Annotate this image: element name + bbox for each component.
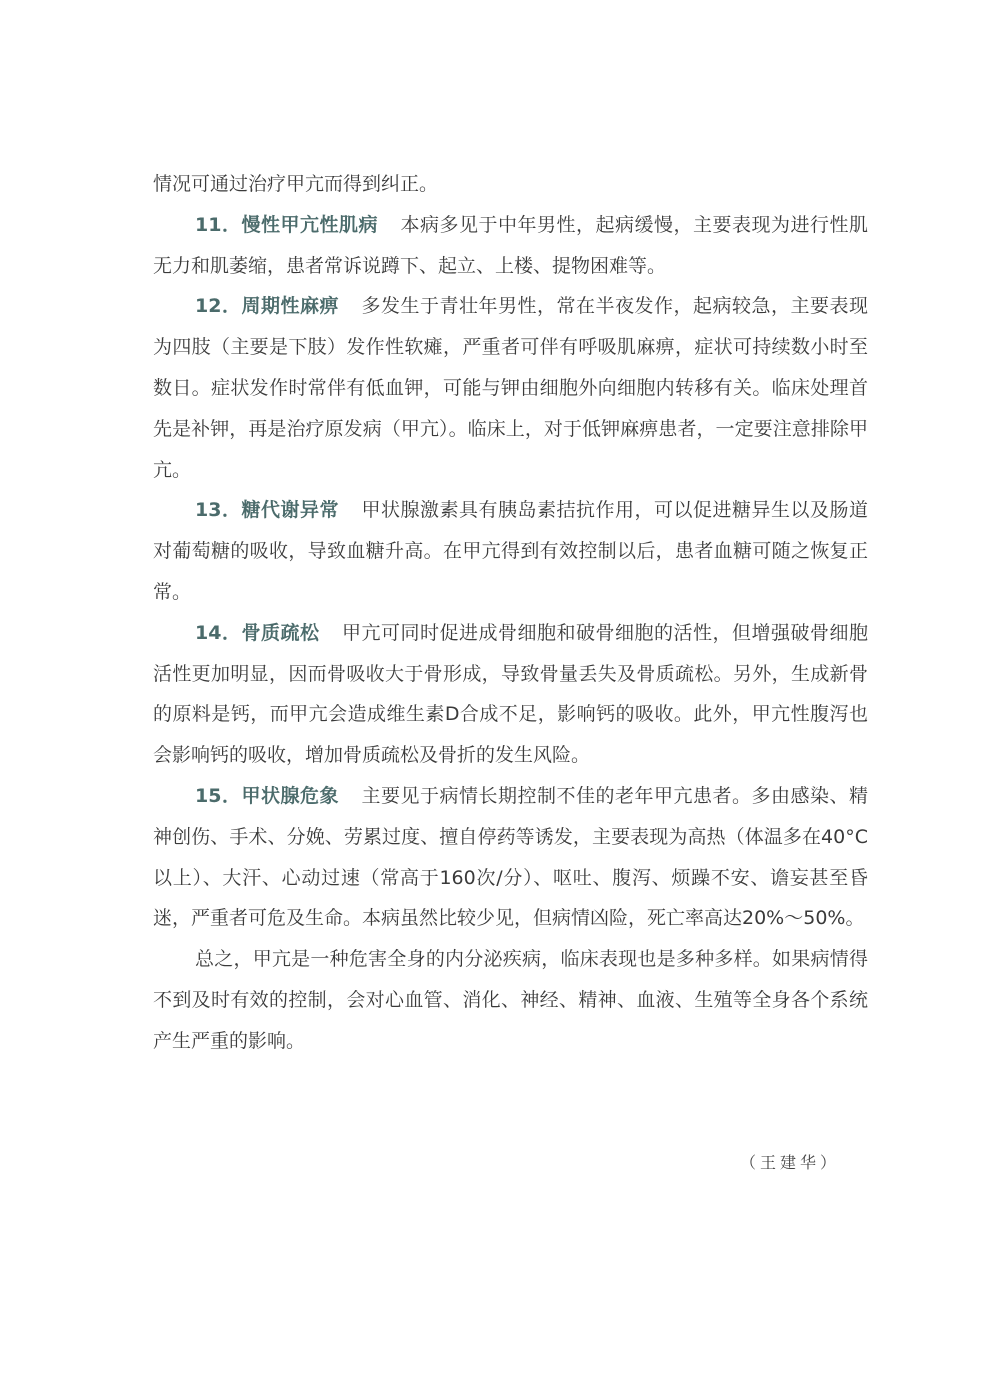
paragraph-periodic-paralysis [153, 286, 868, 490]
section-heading: 15．甲状腺危象 [195, 784, 339, 807]
paragraph-text: 情况可通过治疗甲亢而得到纠正。 [153, 173, 439, 195]
paragraph-continuation [153, 164, 868, 205]
paragraph-summary [153, 939, 868, 1061]
paragraph-text: 甲状腺激素具有胰岛素拮抗作用，可以促进糖异生以及肠道对葡萄糖的吸收，导致血糖升高。在甲亢得到有效控制以后，患者血糖可随之恢复正常。 [153, 499, 868, 603]
paragraph-text: 本病多见于中年男性，起病缓慢，主要表现为进行性肌无力和肌萎缩，患者常诉说蹲下、起立、上楼、提物困难等。 [153, 213, 868, 277]
section-heading: 11．慢性甲亢性肌病 [195, 213, 378, 236]
section-heading: 14．骨质疏松 [195, 621, 320, 644]
paragraph-text: 主要见于病情长期控制不佳的老年甲亢患者。多由感染、精神创伤、手术、分娩、劳累过度、擅自停药等诱发，主要表现为高热（体温多在40°C以上）、大汗、心动过速（常高于160次/分）、呕吐、腹泻、烦躁不安、谵妄甚至昏迷，严重者可危及生命。本病虽然比较少见，但病情凶险，死亡率高达20%～50%。 [153, 784, 868, 930]
paragraph-text: 总之，甲亢是一种危害全身的内分泌疾病，临床表现也是多种多样。如果病情得不到及时有效的控制，会对心血管、消化、神经、精神、血液、生殖等全身各个系统产生严重的影响。 [153, 948, 868, 1052]
paragraph-osteoporosis [153, 613, 868, 776]
section-heading: 12．周期性麻痹 [195, 295, 339, 318]
paragraph-text: 甲亢可同时促进成骨细胞和破骨细胞的活性，但增强破骨细胞活性更加明显，因而骨吸收大于骨形成，导致骨量丢失及骨质疏松。另外，生成新骨的原料是钙，而甲亢会造成维生素D合成不足，影响钙的吸收。此外，甲亢性腹泻也会影响钙的吸收，增加骨质疏松及骨折的发生风险。 [153, 621, 868, 767]
paragraph-text: 多发生于青壮年男性，常在半夜发作，起病较急，主要表现为四肢（主要是下肢）发作性软瘫，严重者可伴有呼吸肌麻痹，症状可持续数小时至数日。症状发作时常伴有低血钾，可能与钾由细胞外向细胞内转移有关。临床处理首先是补钾，再是治疗原发病（甲亢）。临床上，对于低钾麻痹患者，一定要注意排除甲亢。 [153, 295, 868, 481]
article-body [153, 164, 868, 1062]
paragraph-glucose-metabolism [153, 490, 868, 612]
paragraph-thyroid-crisis [153, 776, 868, 939]
section-heading: 13．糖代谢异常 [195, 499, 339, 522]
paragraph-chronic-myopathy [153, 205, 868, 287]
author-signature: （王建华） [740, 1153, 841, 1172]
